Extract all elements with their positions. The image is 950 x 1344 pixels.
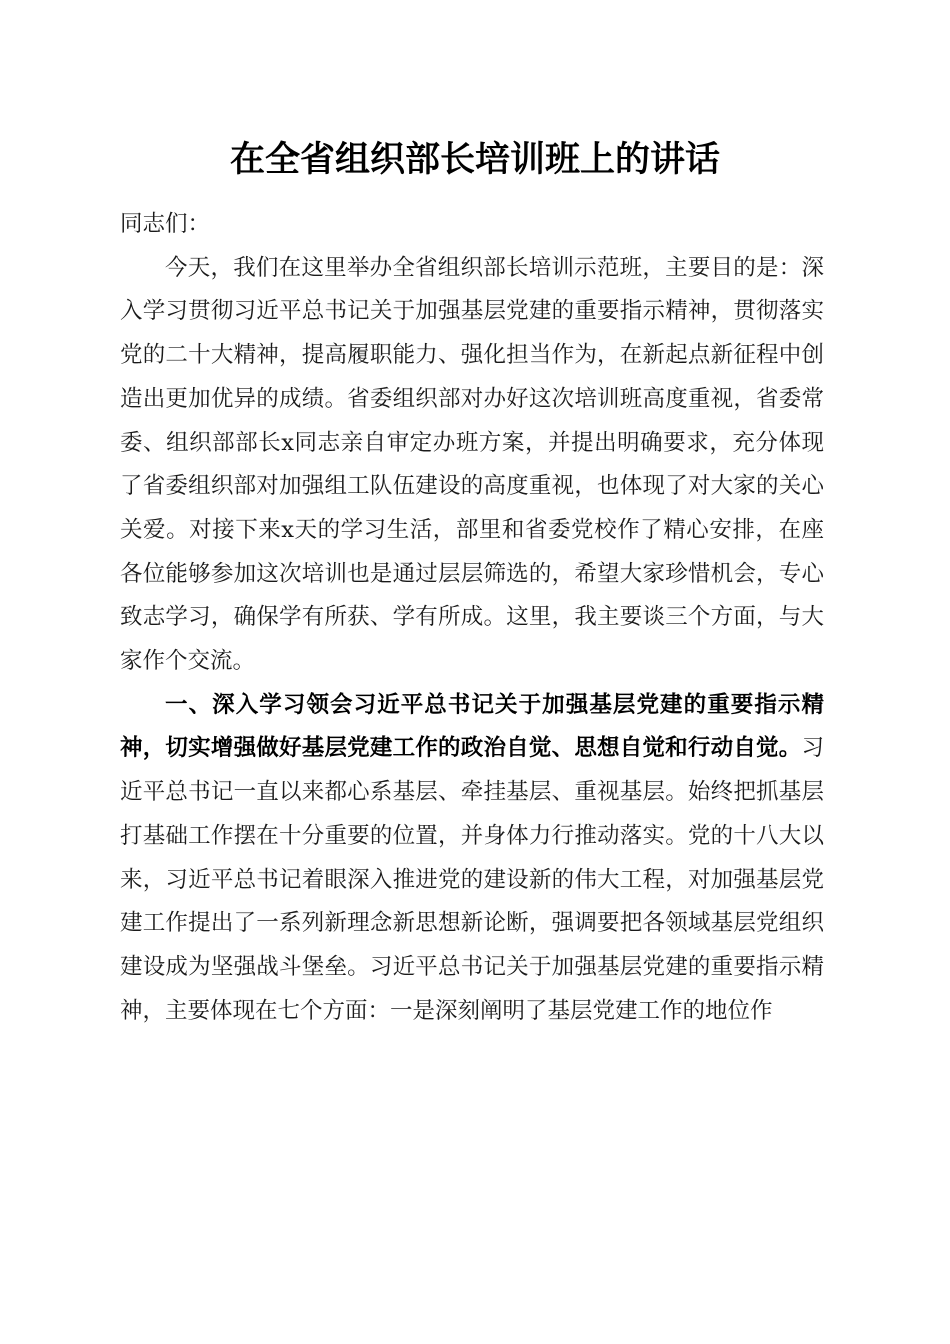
document-title: 在全省组织部长培训班上的讲话: [229, 139, 720, 180]
intro-paragraph: 今天，我们在这里举办全省组织部长培训示范班，主要目的是：深入学习贯彻习近平总书记关于加强基层党建的重要指示精神，贯彻落实党的二十大精神，提高履职能力、强化担当作为，在新起点新征程中创造出更加优异的成绩。省委组织部对办好这次培训班高度重视，省委常委、组织部部长x同志亲自审定办班方案，并提出明确要求，充分体现了省委组织部对加强组工队伍建设的高度重视，也体现了对大家的关心关爱。对接下来x天的学习生活，部里和省委党校作了精心安排，在座各位能够参加这次培训也是通过层层筛选的，希望大家珍惜机会，专心致志学习，确保学有所获、学有所成。这里，我主要谈三个方面，与大家作个交流。: [120, 254, 824, 675]
section-one-heading: 一、深入学习领会习近平总书记关于加强基层党建的重要指示精神，切实增强做好基层党建工作的政治自觉、思想自觉和行动自觉。: [120, 691, 824, 762]
section-one-paragraph: [120, 684, 824, 1034]
section-one-text: 习近平总书记一直以来都心系基层、牵挂基层、重视基层。始终把抓基层打基础工作摆在十分重要的位置，并身体力行推动落实。党的十八大以来，习近平总书记着眼深入推进党的建设新的伟大工程，对加强基层党建工作提出了一系列新理念新思想新论断，强调要把各领域基层党组织建设成为坚强战斗堡垒。习近平总书记关于加强基层党建的重要指示精神，主要体现在七个方面：一是深刻阐明了基层党建工作的地位作: [120, 735, 824, 1024]
salutation: 同志们：: [120, 211, 211, 237]
document-body: [120, 203, 824, 1033]
